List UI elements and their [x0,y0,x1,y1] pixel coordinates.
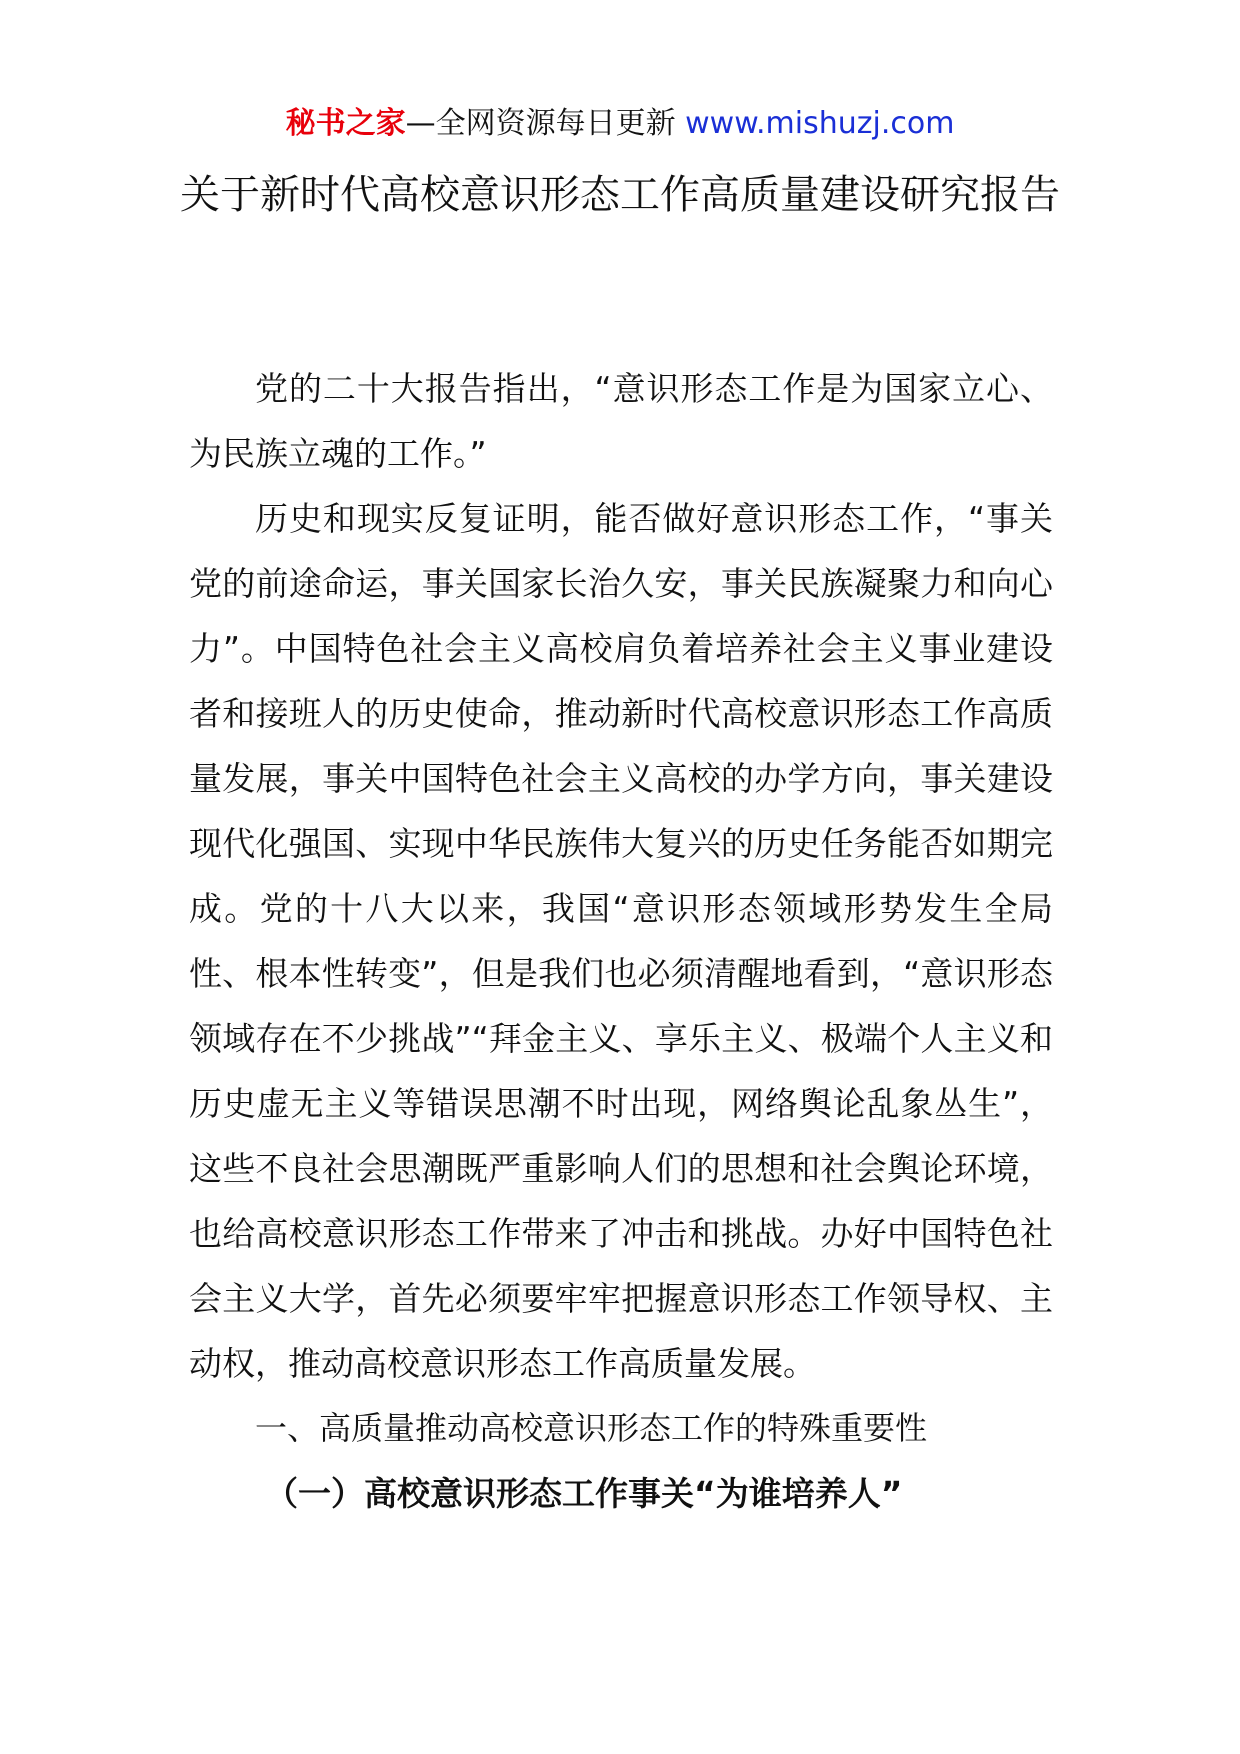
site-url-link[interactable]: www.mishuzj.com [685,106,955,141]
document-title: 关于新时代高校意识形态工作高质量建设研究报告 [180,172,1060,218]
paragraph: 历史和现实反复证明，能否做好意识形态工作，“事关党的前途命运，事关国家长治久安，事关民族凝聚力和向心力”。中国特色社会主义高校肩负着培养社会主义事业建设者和接班人的历史使命，推动新时代高校意识形态工作高质量发展，事关中国特色社会主义高校的办学方向，事关建设现代化强国、实现中华民族伟大复兴的历史任务能否如期完成。党的十八大以来，我国“意识形态领域形势发生全局性、根本性转变”，但是我们也必须清醒地看到，“意识形态领域存在不少挑战”“拜金主义、享乐主义、极端个人主义和历史虚无主义等错误思潮不时出现，网络舆论乱象丛生”，这些不良社会思潮既严重影响人们的思想和社会舆论环境，也给高校意识形态工作带来了冲击和挑战。办好中国特色社会主义大学，首先必须要牢牢把握意识形态工作领导权、主动权，推动高校意识形态工作高质量发展。 [189,499,1053,1383]
document-body [189,356,1053,1526]
section-heading: 一、高质量推动高校意识形态工作的特殊重要性 [255,1409,928,1447]
banner-tagline: —全网资源每日更新 [405,106,676,141]
site-banner [0,104,1240,144]
subsection-heading: （一）高校意识形态工作事关“为谁培养人” [265,1474,903,1513]
paragraph: 党的二十大报告指出，“意识形态工作是为国家立心、为民族立魂的工作。” [189,369,1053,473]
brand-name: 秘书之家 [285,106,406,141]
